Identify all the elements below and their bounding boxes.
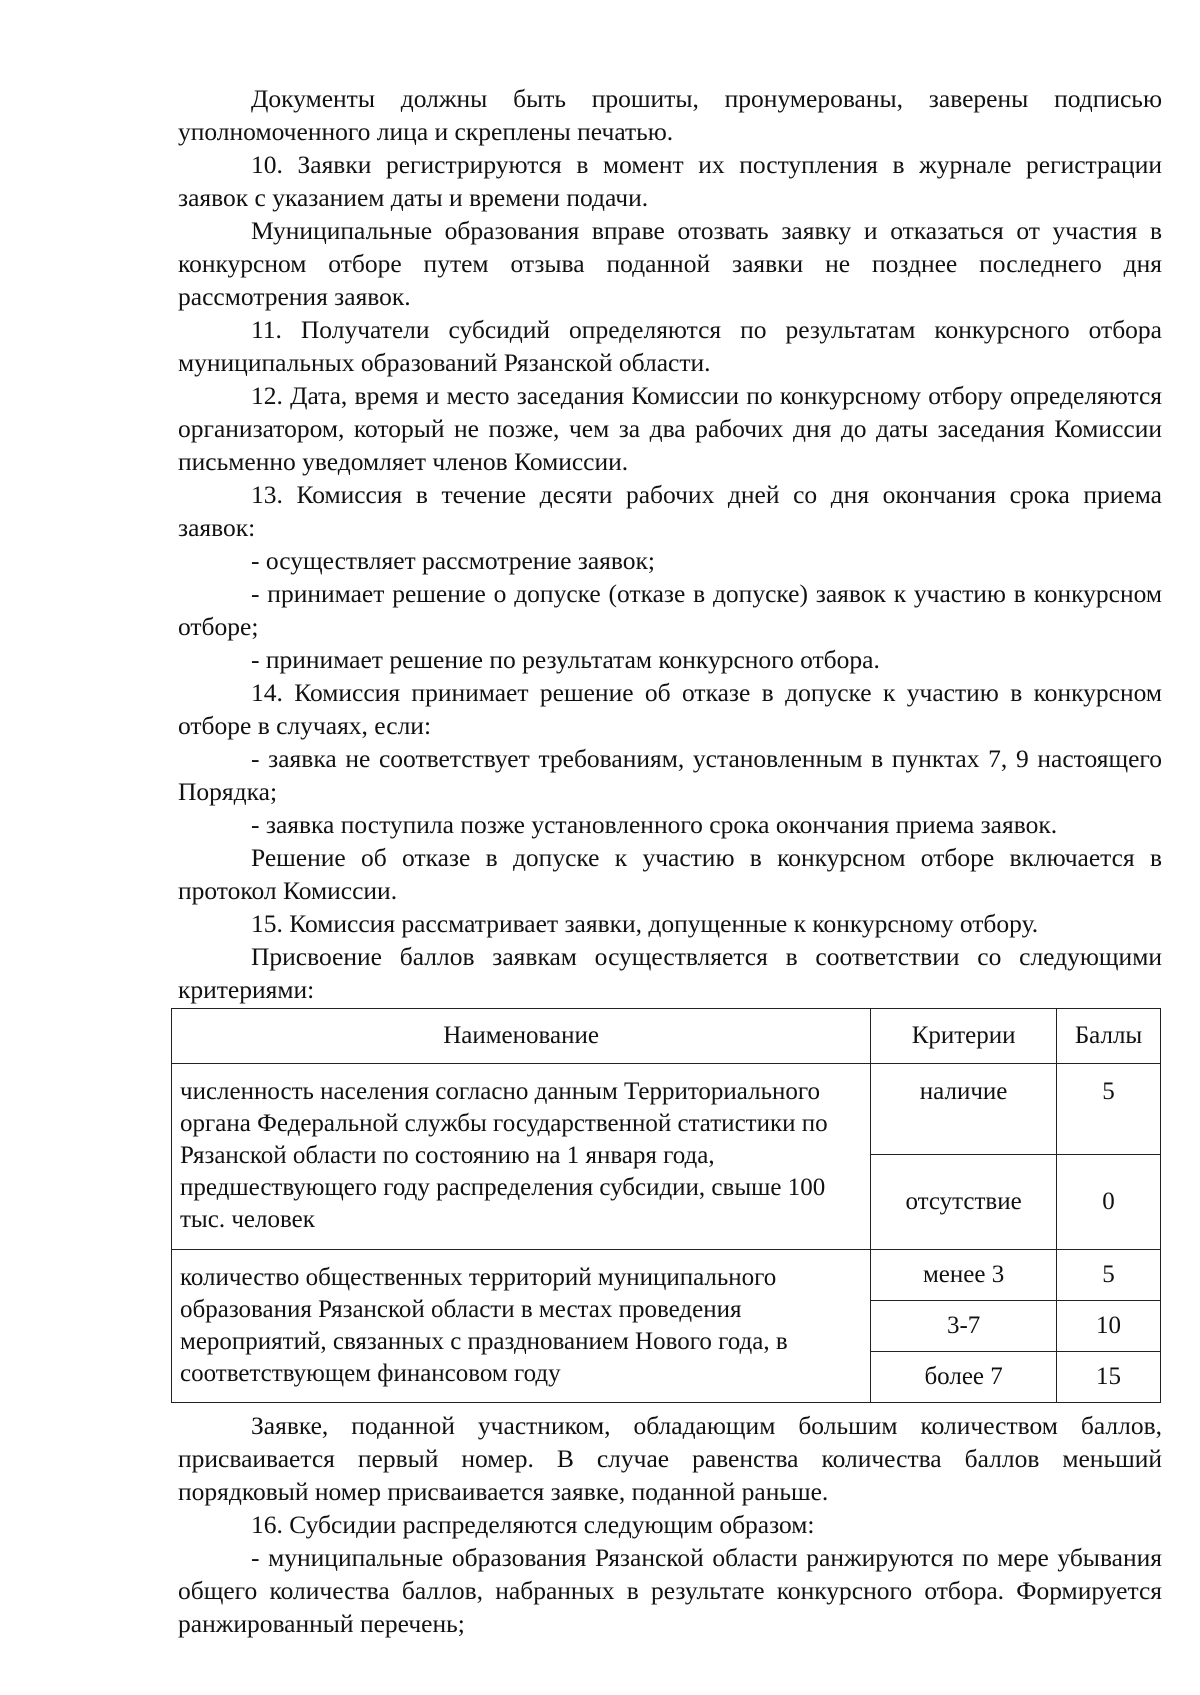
paragraph-ranking-rule: Заявке, поданной участником, обладающим большим количеством баллов, присваивается первый номер. В случае равенства количества баллов меньший порядковый номер присваивается заявке, поданной раньше. <box>178 1411 1162 1506</box>
paragraph-item-16: 16. Субсидии распределяются следующим образом: <box>251 1510 815 1539</box>
list-item: - принимает решение о допуске (отказе в допуске) заявок к участию в конкурсном отборе; <box>178 579 1162 641</box>
header-name: Наименование <box>172 1009 871 1064</box>
paragraph-item-14: 14. Комиссия принимает решение об отказе в допуске к участию в конкурсном отборе в случаях, если: <box>178 678 1162 740</box>
table-row <box>172 1064 1161 1155</box>
criteria-cell: отсутствие <box>871 1155 1057 1250</box>
points-cell: 10 <box>1057 1301 1161 1352</box>
criterion-population-name: численность населения согласно данным Территориального органа Федеральной службы государственной статистики по Рязанской области по состоянию на 1 января года, предшествующего году распределения субсидии, свыше 100 тыс. человек <box>172 1064 871 1250</box>
list-item: - заявка не соответствует требованиям, установленным в пунктах 7, 9 настоящего Порядка; <box>178 744 1162 806</box>
points-cell: 5 <box>1057 1250 1161 1301</box>
criteria-cell: менее 3 <box>871 1250 1057 1301</box>
list-item: - принимает решение по результатам конкурсного отбора. <box>251 645 880 674</box>
document-body <box>178 82 1162 1640</box>
paragraph-refusal-protocol: Решение об отказе в допуске к участию в конкурсном отборе включается в протокол Комиссии. <box>178 843 1162 905</box>
criterion-public-territories-name: количество общественных территорий муниципального образования Рязанской области в местах проведения мероприятий, связанных с празднованием Нового года, в соответствующем финансовом году <box>172 1250 871 1403</box>
paragraph-item-10: 10. Заявки регистрируются в момент их поступления в журнале регистрации заявок с указанием даты и времени подачи. <box>178 150 1162 212</box>
table-header-row <box>172 1009 1161 1064</box>
header-points: Баллы <box>1057 1009 1161 1064</box>
list-item: - осуществляет рассмотрение заявок; <box>251 546 656 575</box>
points-cell: 0 <box>1057 1155 1161 1250</box>
criteria-cell: наличие <box>871 1064 1057 1155</box>
criteria-cell: более 7 <box>871 1352 1057 1403</box>
points-cell: 15 <box>1057 1352 1161 1403</box>
points-cell: 5 <box>1057 1064 1161 1155</box>
criteria-cell: 3-7 <box>871 1301 1057 1352</box>
paragraph-item-11: 11. Получатели субсидий определяются по результатам конкурсного отбора муниципальных образований Рязанской области. <box>178 315 1162 377</box>
header-criteria: Критерии <box>871 1009 1057 1064</box>
list-item: - заявка поступила позже установленного срока окончания приема заявок. <box>251 810 1058 839</box>
paragraph-item-13: 13. Комиссия в течение десяти рабочих дней со дня окончания срока приема заявок: <box>178 480 1162 542</box>
paragraph-scoring-intro: Присвоение баллов заявкам осуществляется в соответствии со следующими критериями: <box>178 942 1162 1004</box>
paragraph-withdraw-application: Муниципальные образования вправе отозвать заявку и отказаться от участия в конкурсном отборе путем отзыва поданной заявки не позднее последнего дня рассмотрения заявок. <box>178 216 1162 311</box>
paragraph-item-12: 12. Дата, время и место заседания Комиссии по конкурсному отбору определяются организатором, который не позже, чем за два рабочих дня до даты заседания Комиссии письменно уведомляет членов Комиссии. <box>178 381 1162 476</box>
table-row <box>172 1250 1161 1301</box>
list-item: - муниципальные образования Рязанской области ранжируются по мере убывания общего количества баллов, набранных в результате конкурсного отбора. Формируется ранжированный перечень; <box>178 1543 1162 1638</box>
paragraph-item-15: 15. Комиссия рассматривает заявки, допущенные к конкурсному отбору. <box>251 909 1039 938</box>
paragraph-documents-binding: Документы должны быть прошиты, пронумерованы, заверены подписью уполномоченного лица и скреплены печатью. <box>178 84 1162 146</box>
criteria-table <box>171 1008 1161 1403</box>
